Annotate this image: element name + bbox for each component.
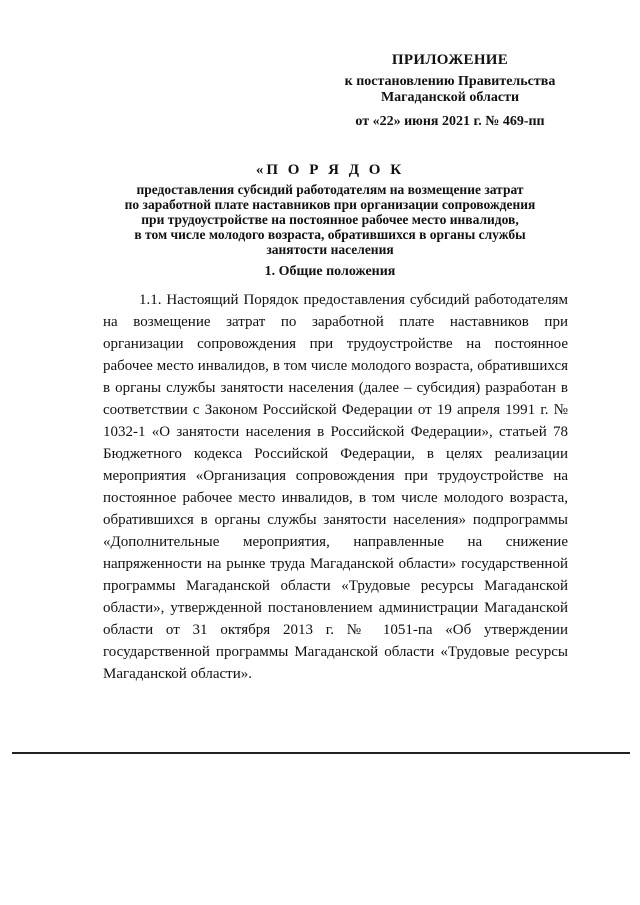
document-title [90, 163, 570, 257]
appendix-heading: ПРИЛОЖЕНИЕ [391, 52, 509, 68]
title-line: в том числе молодого возраста, обратившихся в органы службы [134, 227, 526, 242]
title-line: предоставления субсидий работодателям на возмещение затрат [136, 182, 524, 197]
title-line: по заработной плате наставников при организации сопровождения [124, 197, 536, 212]
page-divider [12, 752, 630, 754]
paragraph-1-1: 1.1. Настоящий Порядок предоставления субсидий работодателям на возмещение затрат по заработной плате наставников при организации сопровождения при трудоустройстве на постоянное рабочее место инвалидов, в том числе молодого возраста, обратившихся в органы службы занятости населения (далее – субсидия) разработан в соответствии с Законом Российской Федерации от 19 апреля 1991 г. № 1032-1 «О занятости населения в Российской Федерации», статьей 78 Бюджетного кодекса Российской Федерации, в целях реализации мероприятия «Организация сопровождения при трудоустройстве на постоянное рабочее место инвалидов, в том числе молодого возраста, обратившихся в органы службы занятости населения» подпрограммы «Дополнительные мероприятия, направленные на снижение напряженности на рынке труда Магаданской области» государственной программы Магаданской области «Трудовые ресурсы Магаданской области», утвержденной постановлением администрации Магаданской области от 31 октября 2013 г. № 1051-па «Об утверждении государственной программы Магаданской области «Трудовые ресурсы Магаданской области». [103, 292, 568, 682]
appendix-region-line: Магаданской области [380, 90, 520, 105]
title-line: при трудоустройстве на постоянное рабочее место инвалидов, [141, 212, 519, 227]
appendix-resolution-line: к постановлению Правительства [344, 74, 556, 89]
title-order-word: «П О Р Я Д О К [255, 162, 405, 178]
appendix-date-line: от «22» июня 2021 г. № 469-пп [355, 114, 545, 129]
section-heading: 1. Общие положения [264, 264, 396, 279]
title-line: занятости населения [266, 242, 394, 257]
appendix-block [300, 52, 600, 130]
